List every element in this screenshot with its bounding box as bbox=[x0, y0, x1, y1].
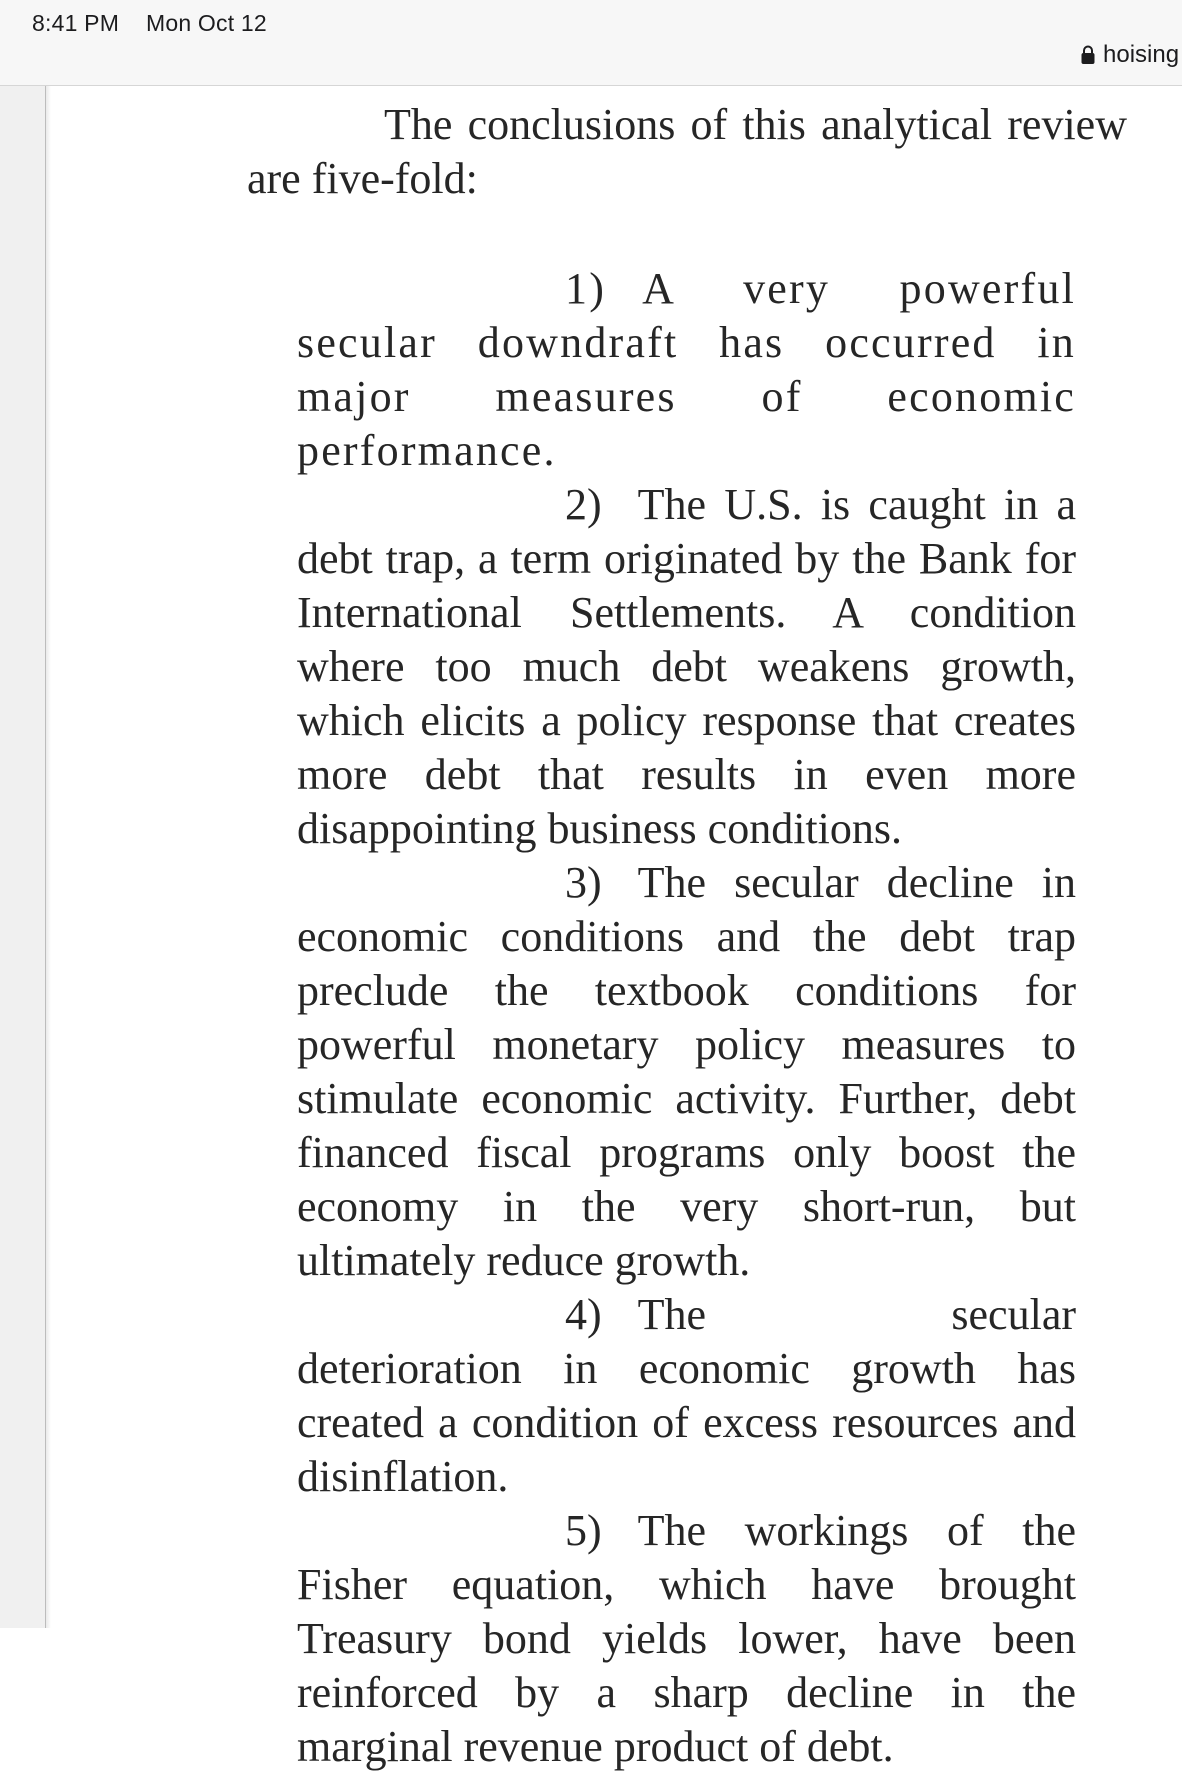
item-text: The U.S. is caught in a debt trap, a term originated by the Bank for International Settlements. A condition where too much debt weakens growth, which elicits a policy response that creates more debt that results in even more disappointing business conditions. bbox=[297, 480, 1076, 853]
conclusions-list bbox=[297, 262, 1076, 1774]
address-bar[interactable] bbox=[1080, 41, 1179, 69]
item-number: 3) bbox=[565, 858, 602, 907]
item-text: The secular deterioration in economic growth has created a condition of excess resources and disinflation. bbox=[297, 1290, 1076, 1501]
item-text: The secular decline in economic conditions and the debt trap preclude the textbook conditions for powerful monetary policy measures to stimulate economic activity. Further, debt financed fiscal programs only boost the economy in the very short-run, but ultimately reduce growth. bbox=[297, 858, 1076, 1285]
item-number: 5) bbox=[565, 1506, 602, 1555]
item-text: A very powerful secular downdraft has occurred in major measures of economic performance. bbox=[297, 264, 1076, 475]
list-item bbox=[297, 262, 1076, 478]
list-item bbox=[297, 856, 1076, 1288]
list-item bbox=[297, 478, 1076, 856]
page-thumbnail-rail[interactable] bbox=[0, 86, 46, 1628]
list-item bbox=[297, 1288, 1076, 1504]
lock-icon bbox=[1080, 45, 1096, 65]
item-text: The workings of the Fisher equation, which have brought Treasury bond yields lower, have been reinforced by a sharp decline in the marginal revenue product of debt. bbox=[297, 1506, 1076, 1771]
status-date: Mon Oct 12 bbox=[146, 10, 267, 36]
list-item bbox=[297, 1504, 1076, 1774]
item-number: 1) bbox=[565, 264, 607, 313]
item-number: 2) bbox=[565, 480, 602, 529]
intro-paragraph: The conclusions of this analytical review are five-fold: bbox=[247, 100, 1127, 203]
address-bar-url[interactable]: hoising bbox=[1103, 41, 1180, 68]
browser-top-bar bbox=[0, 0, 1182, 86]
status-time: 8:41 PM bbox=[32, 10, 120, 36]
item-number: 4) bbox=[565, 1290, 602, 1339]
